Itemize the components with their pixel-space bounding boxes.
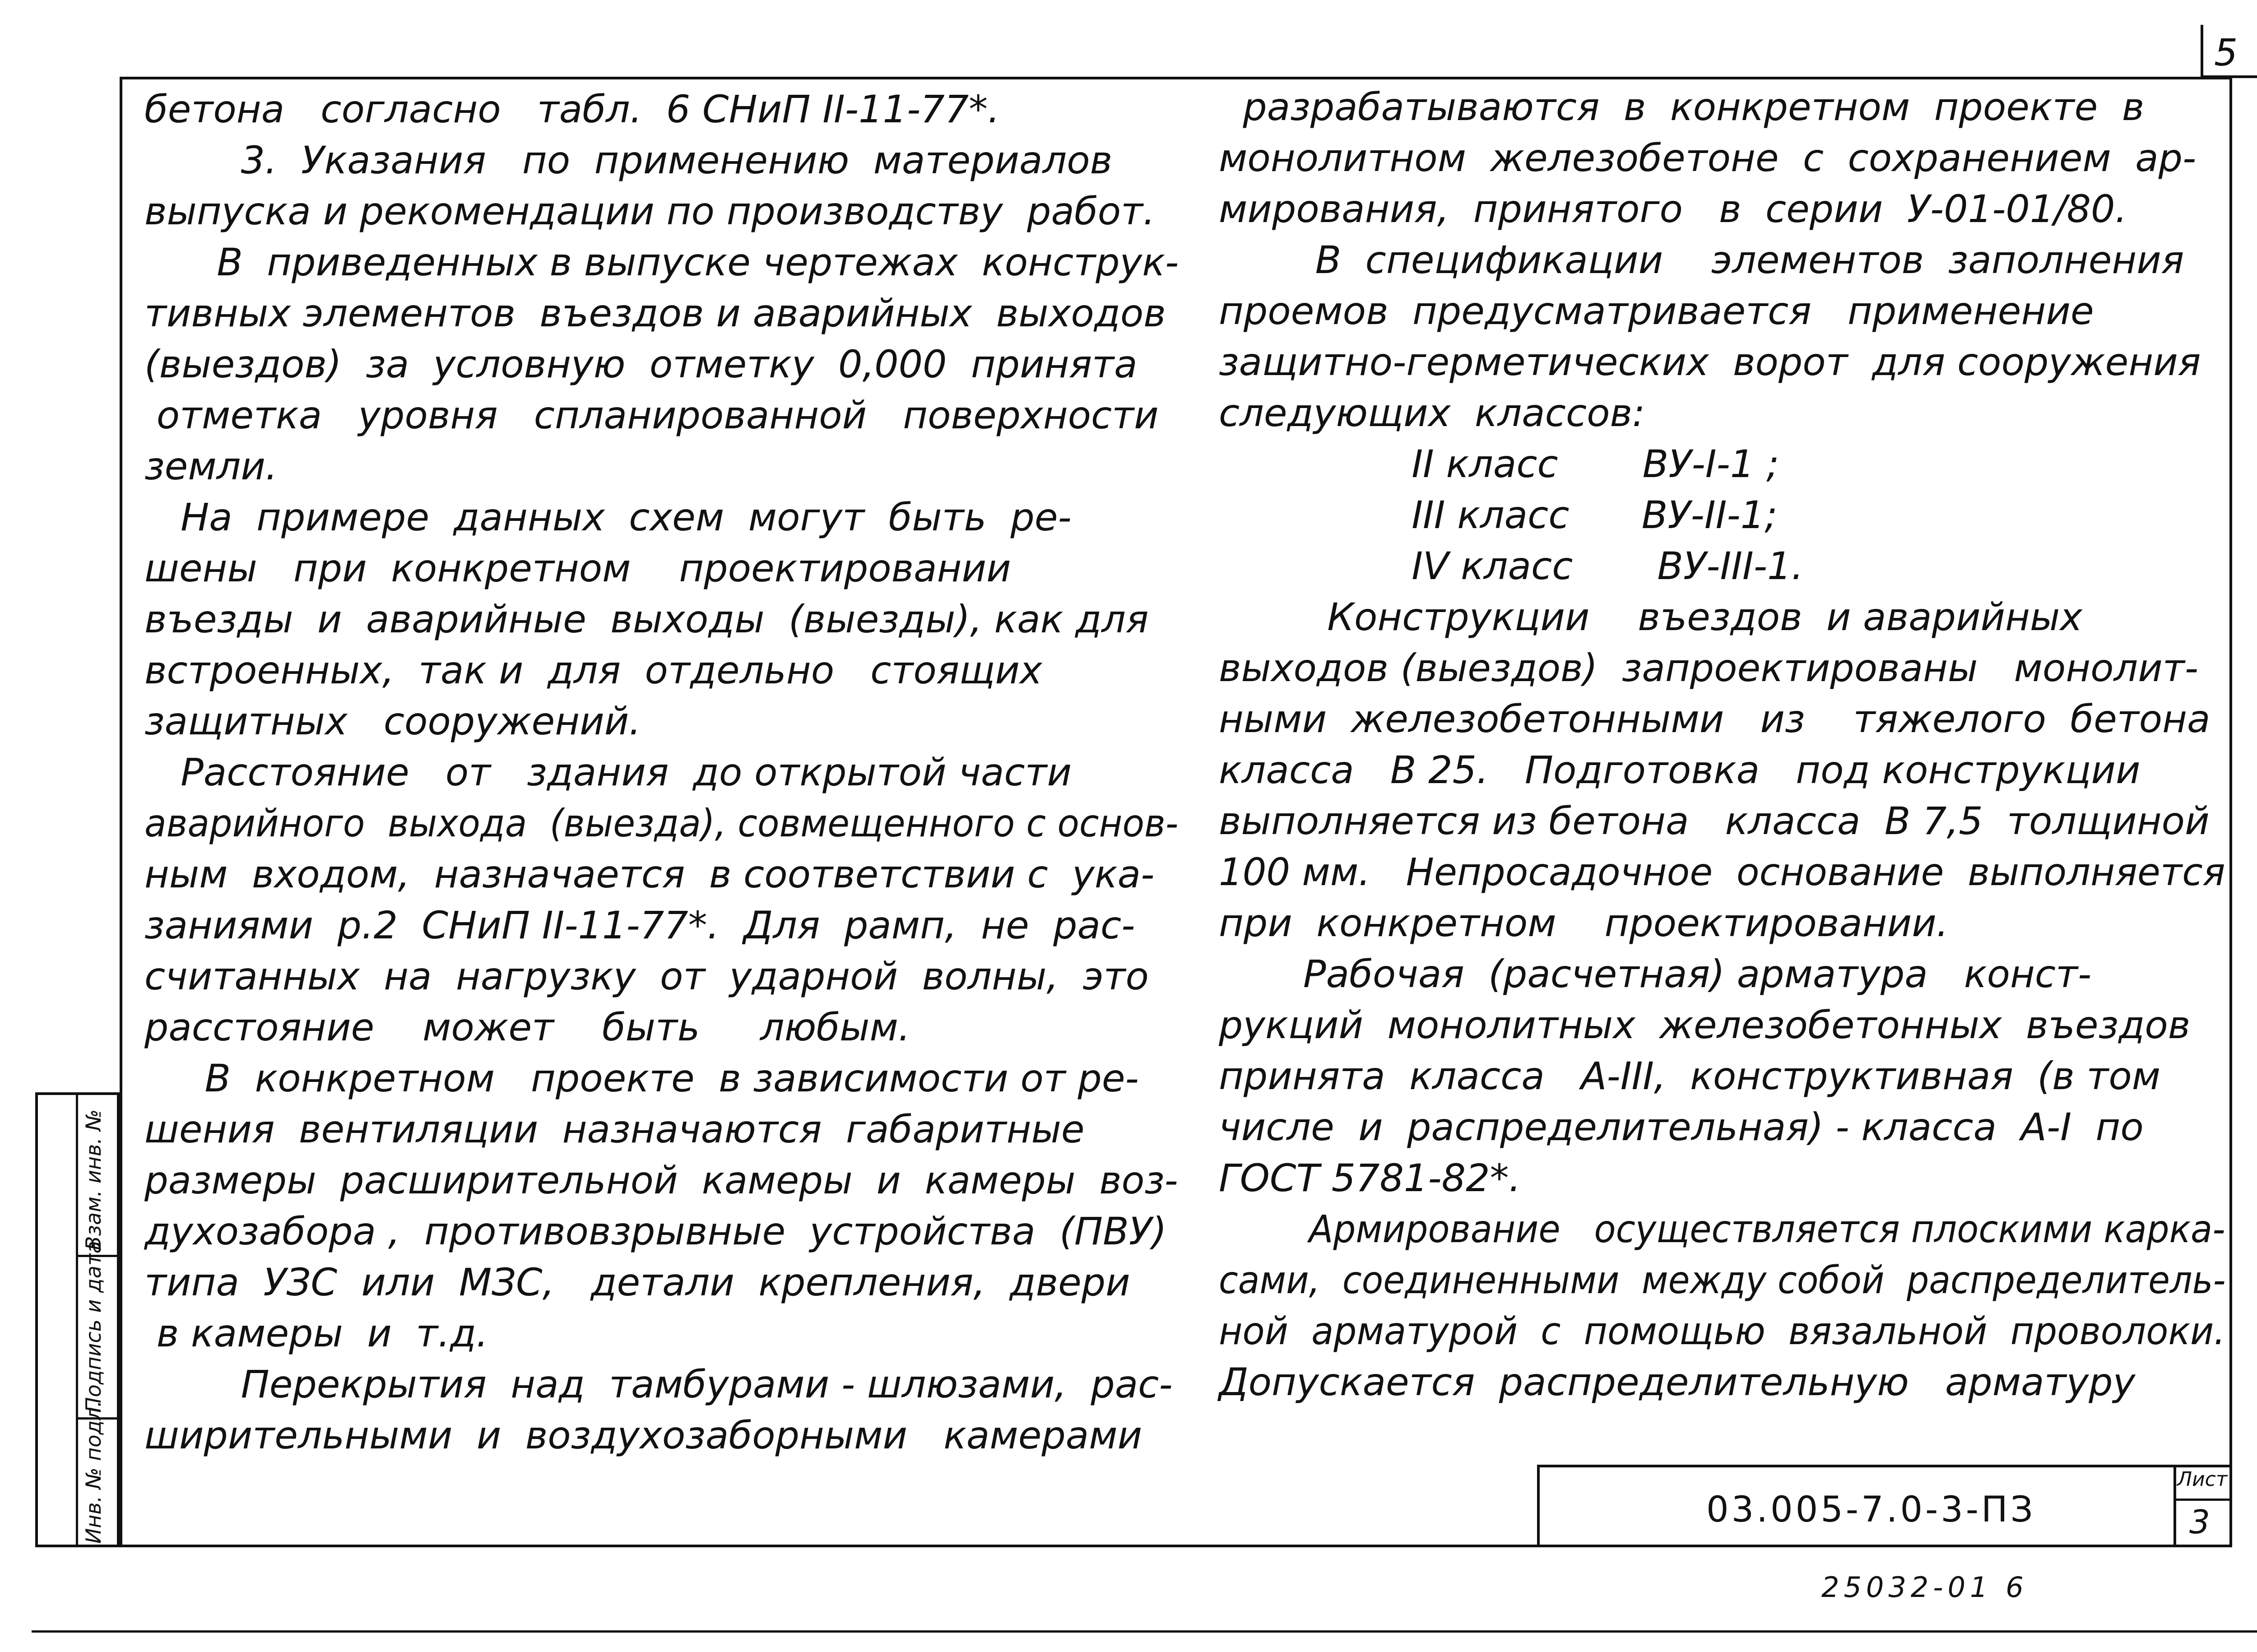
page-number: 5 bbox=[2214, 32, 2238, 74]
right-text-line: III класс ВУ-II-1; bbox=[1219, 493, 1778, 537]
side-stamp-replace-inv-no: Взам. инв. № bbox=[81, 1109, 106, 1250]
left-text-line: шения вентиляции назначаются габаритные bbox=[144, 1107, 1085, 1151]
right-text-line: Рабочая (расчетная) арматура конст- bbox=[1219, 952, 2092, 996]
left-text-line: Перекрытия над тамбурами - шлюзами, рас- bbox=[144, 1362, 1173, 1406]
left-text-line: бетона согласно табл. 6 СНиП II-11-77*. bbox=[144, 87, 1000, 131]
right-text-line: Конструкции въездов и аварийных bbox=[1219, 595, 2083, 639]
right-text-line: В спецификации элементов заполнения bbox=[1219, 238, 2184, 282]
page-bottom-line bbox=[32, 1630, 2257, 1633]
left-text-line: На примере данных схем могут быть ре- bbox=[144, 495, 1072, 539]
left-text-line: аварийного выхода (выезда), совмещенного с основ- bbox=[144, 801, 1179, 845]
right-text-line: IV класс ВУ-III-1. bbox=[1219, 544, 1804, 588]
left-text-line: шены при конкретном проектировании bbox=[144, 546, 1011, 590]
right-text-line: числе и распределительная) - класса А-I по bbox=[1219, 1105, 2144, 1149]
right-text-line: при конкретном проектировании. bbox=[1219, 901, 1949, 945]
left-text-line: в камеры и т.д. bbox=[144, 1311, 488, 1355]
left-text-line: (выездов) за условную отметку 0,000 принята bbox=[144, 342, 1138, 386]
left-text-line: тивных элементов въездов и аварийных выходов bbox=[144, 291, 1166, 335]
left-text-line: заниями р.2 СНиП II-11-77*. Для рамп, не рас- bbox=[144, 903, 1135, 947]
order-number: 25032-01 6 bbox=[1821, 1571, 2028, 1604]
left-text-line: духозабора , противовзрывные устройства (ПВУ) bbox=[144, 1209, 1167, 1253]
side-stamp-signature-date: Подпись и дата bbox=[81, 1240, 106, 1413]
left-text-line: типа УЗС или МЗС, детали крепления, двери bbox=[144, 1260, 1130, 1304]
left-text-line: земли. bbox=[144, 444, 278, 488]
sheet-number: 3 bbox=[2189, 1503, 2210, 1541]
right-text-line: ГОСТ 5781-82*. bbox=[1219, 1156, 1521, 1200]
left-text-line: 3. Указания по применению материалов bbox=[144, 138, 1113, 182]
side-stamp-inventory-no: Инв. № подл. bbox=[81, 1400, 106, 1544]
left-text-line: защитных сооружений. bbox=[144, 699, 641, 743]
side-stamp-divider bbox=[76, 1092, 78, 1547]
right-text-line: сами, соединенными между собой распределитель- bbox=[1219, 1258, 2226, 1302]
right-text-line: рукций монолитных железобетонных въездов bbox=[1219, 1003, 2191, 1047]
left-text-line: въезды и аварийные выходы (выезды), как для bbox=[144, 597, 1149, 641]
right-text-line: мирования, принятого в серии У-01-01/80. bbox=[1219, 187, 2127, 231]
left-text-line: ширительными и воздухозаборными камерами bbox=[144, 1413, 1142, 1457]
left-text-line: отметка уровня спланированной поверхности bbox=[144, 393, 1159, 437]
sheet-label: Лист bbox=[2177, 1468, 2228, 1491]
left-text-line: размеры расширительной камеры и камеры воз- bbox=[144, 1158, 1178, 1202]
title-block-divider bbox=[2173, 1499, 2232, 1501]
document-code: 03.005-7.0-3-ПЗ bbox=[1706, 1490, 2036, 1530]
right-text-line: разрабатываются в конкретном проекте в bbox=[1219, 85, 2145, 129]
right-text-line: Допускается распределительную арматуру bbox=[1219, 1360, 2136, 1404]
right-text-line: следующих классов: bbox=[1219, 391, 1645, 435]
title-block-divider bbox=[2173, 1465, 2176, 1547]
right-text-line: проемов предусматривается применение bbox=[1219, 289, 2094, 333]
right-text-line: ной арматурой с помощью вязальной проволоки. bbox=[1219, 1309, 2225, 1353]
right-text-line: класса В 25. Подготовка под конструкции bbox=[1219, 748, 2141, 792]
left-text-line: ным входом, назначается в соответствии с ука- bbox=[144, 852, 1155, 896]
right-text-line: Армирование осуществляется плоскими карка- bbox=[1219, 1207, 2225, 1251]
left-text-line: В приведенных в выпуске чертежах конструк- bbox=[144, 240, 1179, 284]
right-text-line: ными железобетонными из тяжелого бетона bbox=[1219, 697, 2211, 741]
left-text-line: выпуска и рекомендации по производству работ. bbox=[144, 189, 1155, 233]
right-text-line: выполняется из бетона класса В 7,5 толщиной bbox=[1219, 799, 2210, 843]
right-text-line: принята класса А-III, конструктивная (в том bbox=[1219, 1054, 2161, 1098]
left-text-line: В конкретном проекте в зависимости от ре- bbox=[144, 1056, 1139, 1100]
left-text-line: Расстояние от здания до открытой части bbox=[144, 750, 1072, 794]
right-text-line: 100 мм. Непросадочное основание выполняется bbox=[1219, 850, 2225, 894]
right-text-line: II класс ВУ-I-1 ; bbox=[1219, 442, 1779, 486]
right-text-line: защитно-герметических ворот для сооружения bbox=[1219, 340, 2201, 384]
left-text-line: встроенных, так и для отдельно стоящих bbox=[144, 648, 1042, 692]
left-text-line: расстояние может быть любым. bbox=[144, 1005, 910, 1049]
left-text-line: считанных на нагрузку от ударной волны, это bbox=[144, 954, 1149, 998]
right-text-line: выходов (выездов) запроектированы монолит- bbox=[1219, 646, 2199, 690]
right-text-line: монолитном железобетоне с сохранением ар- bbox=[1219, 136, 2197, 180]
